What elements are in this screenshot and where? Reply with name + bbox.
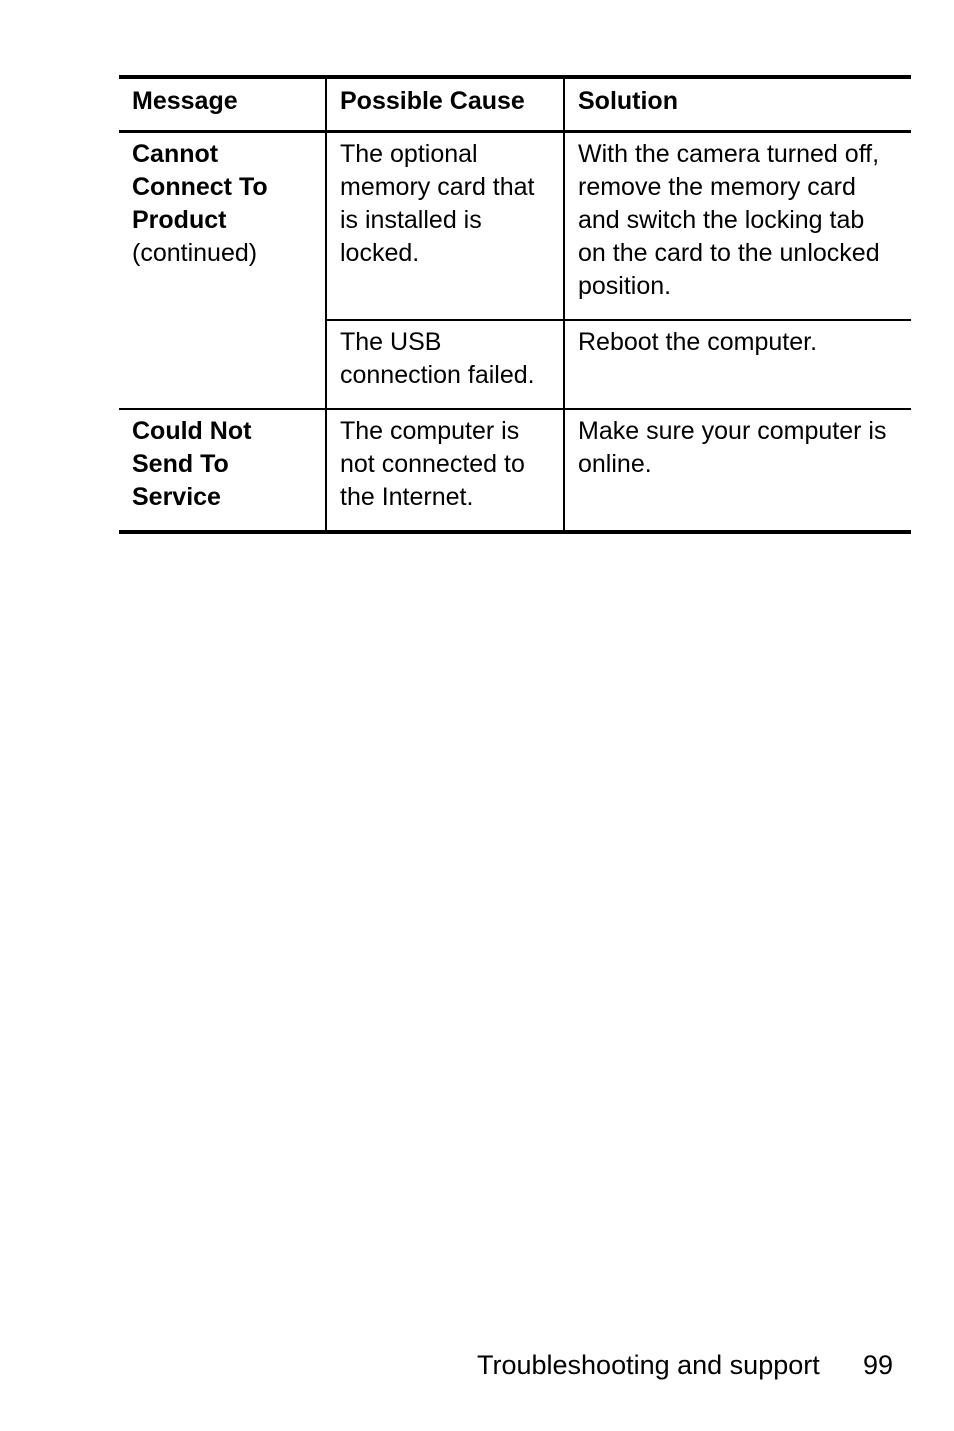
message-note: (continued) bbox=[132, 239, 258, 267]
table-header-row bbox=[119, 77, 911, 132]
table-row bbox=[119, 409, 911, 532]
table-row bbox=[119, 132, 911, 321]
page-number: 99 bbox=[862, 1350, 893, 1380]
cause-cell: The USB connection failed. bbox=[326, 320, 564, 409]
troubleshooting-table bbox=[119, 75, 911, 534]
message-title: Could Not Send To Service bbox=[132, 417, 252, 511]
solution-cell: Make sure your computer is online. bbox=[564, 409, 911, 532]
footer-section-title: Troubleshooting and support bbox=[477, 1350, 820, 1380]
header-message: Message bbox=[132, 87, 238, 115]
cause-cell: The optional memory card that is installed is locked. bbox=[326, 132, 564, 321]
message-cell bbox=[119, 409, 326, 532]
solution-cell: With the camera turned off, remove the memory card and switch the locking tab on the card to the unlocked position. bbox=[564, 132, 911, 321]
header-possible-cause: Possible Cause bbox=[326, 77, 564, 132]
solution-cell: Reboot the computer. bbox=[564, 320, 911, 409]
message-title: Cannot Connect To Product bbox=[132, 140, 268, 234]
message-cell bbox=[119, 132, 326, 410]
header-solution: Solution bbox=[564, 77, 911, 132]
cause-cell: The computer is not connected to the Internet. bbox=[326, 409, 564, 532]
